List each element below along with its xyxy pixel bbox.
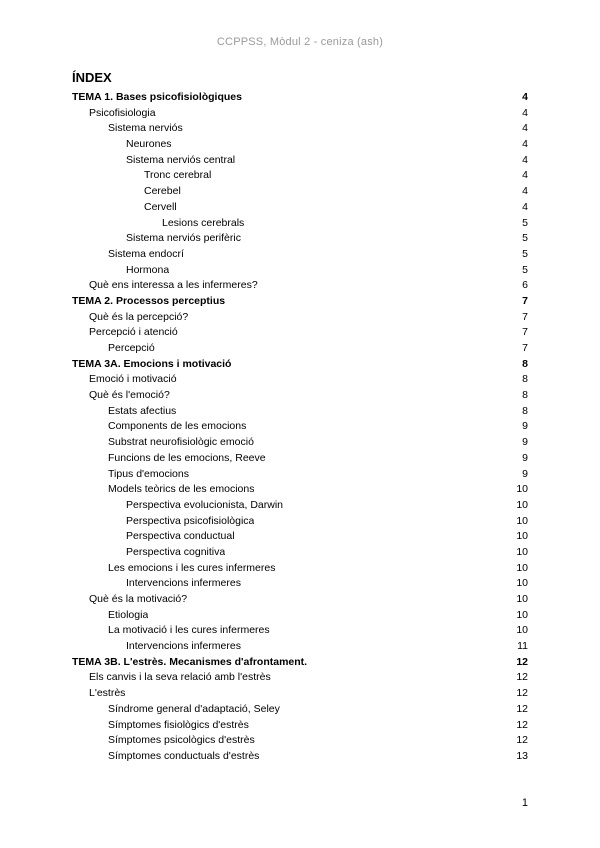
- toc-entry-page: 12: [516, 687, 528, 700]
- toc-entry-page: 5: [522, 263, 528, 276]
- toc-entry-page: 8: [522, 389, 528, 402]
- toc-chapter-entry[interactable]: [72, 294, 528, 310]
- toc-entry-label: Intervencions infermeres: [126, 577, 241, 590]
- toc-entry-page: 10: [516, 498, 528, 511]
- toc-entry-page: 9: [522, 436, 528, 449]
- toc-entry-label: Sistema endocrí: [108, 247, 184, 260]
- toc-entry-label: L'estrès: [89, 687, 126, 700]
- index-title: ÍNDEX: [72, 70, 112, 85]
- toc-entry[interactable]: [72, 749, 528, 765]
- toc-entry-page: 13: [516, 749, 528, 762]
- toc-entry-label: La motivació i les cures infermeres: [108, 624, 270, 637]
- toc-entry[interactable]: [72, 200, 528, 216]
- toc-entry-page: 10: [516, 561, 528, 574]
- toc-entry[interactable]: [72, 121, 528, 137]
- toc-entry-label: Percepció: [108, 342, 155, 354]
- toc-entry[interactable]: [72, 168, 528, 184]
- toc-entry-label: Sistema nerviós central: [126, 153, 236, 166]
- toc-entry-label: Símptomes fisiològics d'estrès: [108, 718, 249, 731]
- toc-entry-page: 4: [522, 185, 528, 198]
- toc-entry-page: 12: [516, 702, 528, 715]
- toc-entry[interactable]: [72, 639, 528, 655]
- toc-entry[interactable]: [72, 467, 528, 483]
- toc-entry-label: TEMA 3A. Emocions i motivació: [72, 357, 232, 370]
- toc-entry-page: 8: [522, 357, 528, 370]
- toc-entry-page: 4: [522, 153, 528, 166]
- page-number: 1: [521, 797, 528, 809]
- toc-entry[interactable]: [72, 561, 528, 577]
- toc-entry-page: 10: [516, 514, 528, 527]
- toc-entry-page: 7: [522, 342, 528, 354]
- toc-entry[interactable]: [72, 310, 528, 326]
- toc-entry-page: 7: [522, 310, 528, 323]
- toc-entry-label: Components de les emocions: [108, 420, 247, 433]
- toc-entry[interactable]: [72, 263, 528, 279]
- toc-entry-label: Neurones: [126, 138, 172, 151]
- toc-entry-label: Perspectiva cognitiva: [126, 545, 226, 558]
- toc-entry-label: Sistema nerviós perifèric: [126, 232, 241, 245]
- toc-chapter-entry[interactable]: [72, 90, 528, 106]
- toc-entry-label: Síndrome general d'adaptació, Seley: [108, 702, 280, 715]
- toc-entry-page: 10: [516, 545, 528, 558]
- toc-entry[interactable]: [72, 529, 528, 545]
- toc-entry-label: Estats afectius: [108, 404, 177, 417]
- toc-entry-label: Perspectiva evolucionista, Darwin: [126, 498, 283, 511]
- toc-entry[interactable]: [72, 718, 528, 734]
- toc-entry-label: Tronc cerebral: [144, 169, 212, 182]
- toc-entry-page: 7: [522, 294, 528, 307]
- toc-entry-label: Percepció i atenció: [89, 326, 178, 339]
- toc-entry-label: Símptomes psicològics d'estrès: [108, 734, 255, 747]
- toc-entry[interactable]: [72, 702, 528, 718]
- toc-entry-label: Què ens interessa a les infermeres?: [89, 279, 258, 292]
- toc-entry-page: 7: [522, 326, 528, 339]
- toc-entry-page: 10: [516, 577, 528, 590]
- toc-entry[interactable]: [72, 545, 528, 561]
- toc-entry[interactable]: [72, 419, 528, 435]
- toc-entry-label: Símptomes conductuals d'estrès: [108, 749, 260, 762]
- toc-entry-page: 12: [516, 671, 528, 684]
- toc-entry-label: Funcions de les emocions, Reeve: [108, 451, 266, 464]
- toc-entry[interactable]: [72, 623, 528, 639]
- toc-entry-page: 5: [522, 247, 528, 260]
- toc-entry-page: 10: [516, 483, 528, 496]
- toc-entry-page: 5: [522, 216, 528, 229]
- toc-entry-label: Què és l'emoció?: [89, 389, 170, 402]
- toc-entry-page: 4: [522, 169, 528, 182]
- toc-entry-label: Emoció i motivació: [89, 373, 177, 386]
- toc-entry-label: Perspectiva psicofisiològica: [126, 514, 255, 527]
- toc-entry[interactable]: [72, 592, 528, 608]
- toc-entry-label: TEMA 1. Bases psicofisiològiques: [72, 91, 242, 103]
- toc-entry-page: 10: [516, 530, 528, 543]
- toc-entry-page: 11: [517, 640, 528, 653]
- toc-entry-label: Hormona: [126, 263, 170, 276]
- toc-entry[interactable]: [72, 576, 528, 592]
- toc-entry[interactable]: [72, 137, 528, 153]
- toc-entry-page: 4: [522, 200, 528, 213]
- toc-entry-label: Què és la percepció?: [89, 310, 189, 323]
- toc-entry[interactable]: [72, 733, 528, 749]
- toc-chapter-entry[interactable]: [72, 357, 528, 373]
- toc-entry-page: 5: [522, 232, 528, 245]
- toc-entry[interactable]: [72, 608, 528, 624]
- toc-entry[interactable]: [72, 482, 528, 498]
- toc-entry[interactable]: [72, 498, 528, 514]
- toc-entry-label: Què és la motivació?: [89, 593, 188, 605]
- toc-entry-page: 4: [522, 91, 528, 103]
- toc-entry[interactable]: [72, 106, 528, 122]
- toc-chapter-entry[interactable]: [72, 655, 528, 671]
- toc-entry-label: Cervell: [144, 200, 177, 213]
- toc-entry-page: 9: [522, 467, 528, 480]
- toc-entry-page: 9: [522, 451, 528, 464]
- toc-entry[interactable]: [72, 670, 528, 686]
- toc-entry-page: 12: [516, 718, 528, 731]
- table-of-contents: [72, 90, 528, 765]
- toc-entry-label: TEMA 3B. L'estrès. Mecanismes d'afrontament.: [72, 655, 308, 668]
- toc-entry-label: Etiologia: [108, 608, 149, 621]
- toc-entry-page: 12: [516, 655, 528, 668]
- toc-entry-label: Lesions cerebrals: [162, 216, 245, 229]
- toc-entry[interactable]: [72, 247, 528, 263]
- toc-entry-page: 12: [516, 734, 528, 747]
- toc-entry[interactable]: [72, 231, 528, 247]
- toc-entry-page: 10: [516, 624, 528, 637]
- toc-entry-label: Intervencions infermeres: [126, 640, 241, 653]
- toc-entry[interactable]: [72, 372, 528, 388]
- toc-entry-page: 10: [516, 593, 528, 605]
- toc-entry-page: 9: [522, 420, 528, 433]
- toc-entry-label: Tipus d'emocions: [108, 467, 189, 480]
- toc-entry-label: TEMA 2. Processos perceptius: [72, 294, 226, 307]
- toc-entry[interactable]: [72, 341, 528, 357]
- toc-entry-label: Psicofisiologia: [89, 106, 156, 119]
- toc-entry[interactable]: [72, 184, 528, 200]
- toc-entry-label: Les emocions i les cures infermeres: [108, 561, 276, 574]
- toc-entry[interactable]: [72, 435, 528, 451]
- toc-entry-page: 6: [522, 279, 528, 292]
- toc-entry[interactable]: [72, 514, 528, 530]
- toc-entry-page: 4: [522, 106, 528, 119]
- toc-entry-label: Els canvis i la seva relació amb l'estrès: [89, 671, 271, 684]
- toc-entry[interactable]: [72, 153, 528, 169]
- toc-entry[interactable]: [72, 325, 528, 341]
- toc-entry[interactable]: [72, 451, 528, 467]
- toc-entry-label: Substrat neurofisiològic emoció: [108, 436, 254, 449]
- toc-entry-page: 8: [522, 373, 528, 386]
- toc-entry[interactable]: [72, 686, 528, 702]
- toc-entry[interactable]: [72, 388, 528, 404]
- toc-entry-label: Sistema nerviós: [108, 122, 183, 135]
- toc-entry-page: 8: [522, 404, 528, 417]
- toc-entry[interactable]: [72, 404, 528, 420]
- toc-entry-label: Perspectiva conductual: [126, 530, 235, 543]
- toc-entry-label: Models teòrics de les emocions: [108, 483, 255, 496]
- toc-entry-page: 4: [522, 138, 528, 151]
- toc-entry[interactable]: [72, 216, 528, 232]
- toc-entry[interactable]: [72, 278, 528, 294]
- page-header: CCPPSS, Mòdul 2 - ceniza (ash): [216, 36, 384, 48]
- toc-entry-page: 4: [522, 122, 528, 135]
- toc-entry-page: 10: [516, 608, 528, 621]
- toc-entry-label: Cerebel: [144, 185, 181, 198]
